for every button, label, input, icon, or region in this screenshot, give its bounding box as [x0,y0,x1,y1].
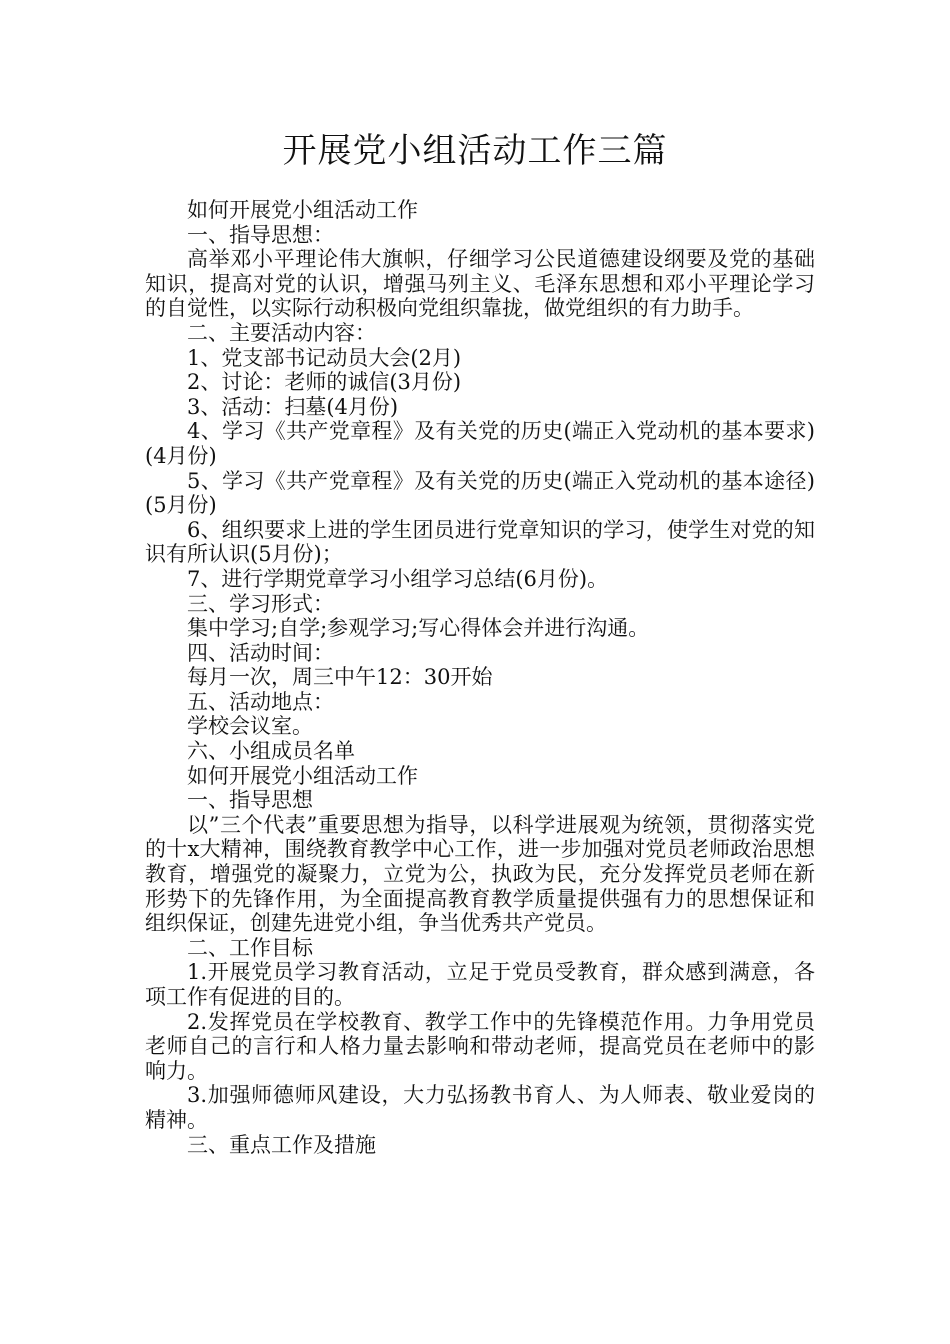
paragraph: 五、活动地点： [187,689,334,714]
paragraph: 二、主要活动内容： [187,320,376,345]
paragraph: 2.发挥党员在学校教育、教学工作中的先锋模范作用。力争用党员老师自己的言行和人格力量去影响和带动老师，提高党员在老师中的影响力。 [145,1009,815,1083]
document-title: 开展党小组活动工作三篇 [282,131,668,171]
paragraph: 集中学习;自学;参观学习;写心得体会并进行沟通。 [187,616,650,641]
paragraph: 7、进行学期党章学习小组学习总结(6月份)。 [187,566,609,591]
paragraph: 3.加强师德师风建设，大力弘扬教书育人、为人师表、敬业爱岗的精神。 [145,1083,815,1132]
paragraph: 4、学习《共产党章程》及有关党的历史(端正入党动机的基本要求)(4月份) [145,419,815,468]
paragraph: 二、工作目标 [187,935,313,960]
paragraph: 如何开展党小组活动工作 [187,198,418,222]
document-body [145,198,815,1157]
paragraph: 2、讨论：老师的诚信(3月份) [187,370,462,395]
paragraph: 三、学习形式： [187,591,334,616]
paragraph: 四、活动时间： [187,640,334,665]
paragraph: 三、重点工作及措施 [187,1132,376,1157]
paragraph: 以”三个代表”重要思想为指导，以科学进展观为统领，贯彻落实党的十x大精神，围绕教育教学中心工作，进一步加强对党员老师政治思想教育，增强党的凝聚力，立党为公，执政为民，充分发挥党员老师在新形势下的先锋作用，为全面提高教育教学质量提供强有力的思想保证和组织保证，创建先进党小组，争当优秀共产党员。 [145,812,815,936]
paragraph: 学校会议室。 [187,714,313,739]
paragraph: 一、指导思想 [187,788,313,813]
paragraph: 如何开展党小组活动工作 [187,763,418,788]
paragraph: 5、学习《共产党章程》及有关党的历史(端正入党动机的基本途径)(5月份) [145,468,815,518]
paragraph: 六、小组成员名单 [187,739,355,764]
paragraph: 6、组织要求上进的学生团员进行党章知识的学习，使学生对党的知识有所认识(5月份)； [145,517,815,567]
paragraph: 每月一次，周三中午12：30开始 [187,665,493,690]
paragraph: 高举邓小平理论伟大旗帜，仔细学习公民道德建设纲要及党的基础知识，提高对党的认识，增强马列主义、毛泽东思想和邓小平理论学习的自觉性，以实际行动积极向党组织靠拢，做党组织的有力助手。 [145,247,815,321]
paragraph: 3、活动：扫墓(4月份) [187,394,399,419]
paragraph: 1.开展党员学习教育活动，立足于党员受教育，群众感到满意，各项工作有促进的目的。 [145,960,815,1009]
paragraph: 1、党支部书记动员大会(2月) [187,345,462,370]
paragraph: 一、指导思想： [187,222,334,247]
